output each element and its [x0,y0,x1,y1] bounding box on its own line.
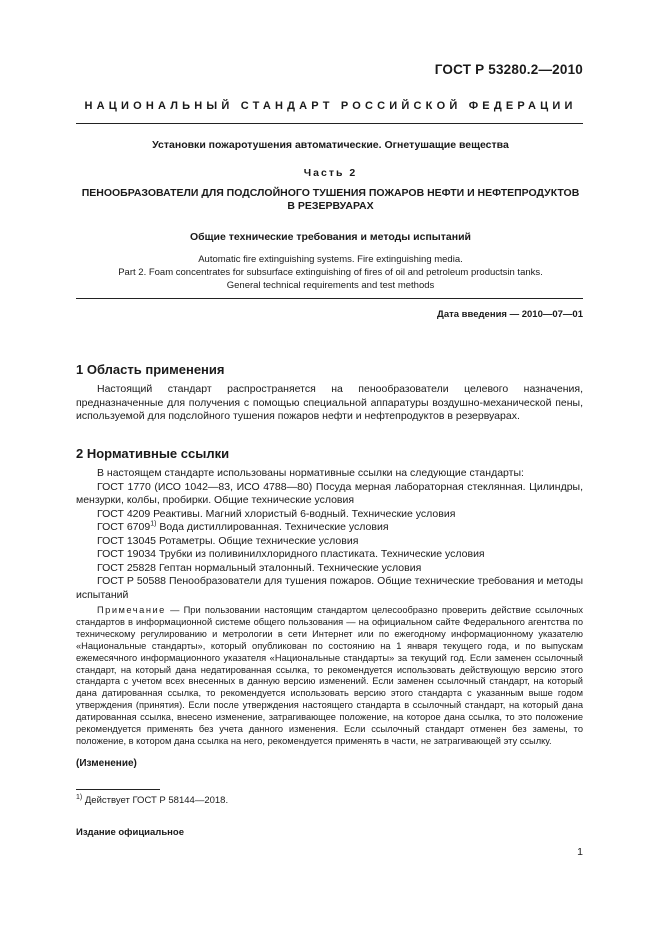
reference-item [76,521,583,535]
reference-title: Вода дистиллированная. Технические условия [156,521,389,533]
header-rule [76,123,583,124]
section-2-heading: 2 Нормативные ссылки [76,446,230,461]
note [76,605,583,748]
footnote-marker: 1) [150,520,157,528]
english-title [60,253,601,292]
national-standard-banner: НАЦИОНАЛЬНЫЙ СТАНДАРТ РОССИЙСКОЙ ФЕДЕРАЦИИ [84,100,577,112]
note-text: — При пользовании настоящим стандартом целесообразно проверить действие ссылочных стандартов в информационной системе общего пользования — на официальном сайте Федерального агентства по техническому регулированию и метрологии в сети Интернет или по ежегодному информационному указателю «Национальные стандарты», который опубликован по состоянию на 1 января текущего года, и по выпускам ежемесячного информационного указателя «Национальные стандарты» за текущий год. Если заменен ссылочный стандарт, на который дана недатированная ссылка, то рекомендуется использовать действующую версию этого стандарта с учетом всех внесенных в данную версию изменений. Если заменен ссылочный стандарт, на который дана датированная ссылка, то рекомендуется использовать версию этого стандарта с указанным выше годом утверждения (принятия). Если после утверждения настоящего стандарта в ссылочный стандарт, на который дана датированная ссылка, внесено изменение, затрагивающее положение, на которое дана ссылка, то это положение рекомендуется применять без учета данного изменения. Если ссылочный стандарт отменен без замены, то положение, в котором дана ссылка на него, рекомендуется применять в части, не затрагивающей эту ссылку. [76,605,583,746]
title-line-1: ПЕНООБРАЗОВАТЕЛИ ДЛЯ ПОДСЛОЙНОГО ТУШЕНИЯ ПОЖАРОВ НЕФТИ И НЕФТЕПРОДУКТОВ [81,187,580,199]
reference-item: ГОСТ 4209 Реактивы. Магний хлористый 6-водный. Технические условия [97,507,456,520]
document-code: ГОСТ Р 53280.2—2010 [434,62,583,77]
reference-item: ГОСТ 13045 Ротаметры. Общие технические условия [97,534,359,547]
footnote [76,795,228,806]
general-requirements-title: Общие технические требования и методы испытаний [190,231,471,243]
reference-item: ГОСТ 25828 Гептан нормальный эталонный. Технические условия [97,561,422,574]
document-subtitle: Установки пожаротушения автоматические. Огнетушащие вещества [152,139,509,151]
footnote-text: Действует ГОСТ Р 58144—2018. [82,795,229,806]
references-list [76,467,583,602]
page-number: 1 [577,846,583,858]
english-title-line-1: Automatic fire extinguishing systems. Fire extinguishing media. [198,254,463,265]
reference-item: ГОСТ 19034 Трубки из поливинилхлоридного пластиката. Технические условия [97,548,485,560]
part-label: Часть 2 [303,167,358,179]
english-title-line-2: Part 2. Foam concentrates for subsurface extinguishing of fires of oil and petroleum productsin tanks. [118,267,543,278]
footnote-mark: 1) [76,793,83,801]
references-intro: В настоящем стандарте использованы нормативные ссылки на следующие стандарты: [97,467,524,479]
reference-item: ГОСТ Р 50588 Пенообразователи для тушения пожаров. Общие технические требования и методы испытаний [76,575,583,601]
official-edition: Издание официальное [76,827,184,838]
change-label: (Изменение) [76,758,137,769]
introduction-date: Дата введения — 2010—07—01 [437,309,583,320]
title-rule [76,298,583,299]
reference-code: ГОСТ 6709 [97,521,151,533]
title-line-2: В РЕЗЕРВУАРАХ [287,200,374,212]
footnote-rule [76,789,160,790]
reference-item: ГОСТ 1770 (ИСО 1042—83, ИСО 4788—80) Посуда мерная лабораторная стеклянная. Цилиндры, мензурки, колбы, пробирки. Общие технические условия [76,480,583,506]
section-1-text: Настоящий стандарт распространяется на пенообразователи целевого назначения, предназначенные для получения с помощью специальной аппаратуры воздушно-механической пены, используемой для подслойного тушения пожаров нефти и нефтепродуктов в резервуарах. [76,383,583,422]
note-label: Примечание [97,605,166,615]
document-title [60,187,601,213]
english-title-line-3: General technical requirements and test methods [226,280,435,291]
section-1-heading: 1 Область применения [76,362,225,377]
